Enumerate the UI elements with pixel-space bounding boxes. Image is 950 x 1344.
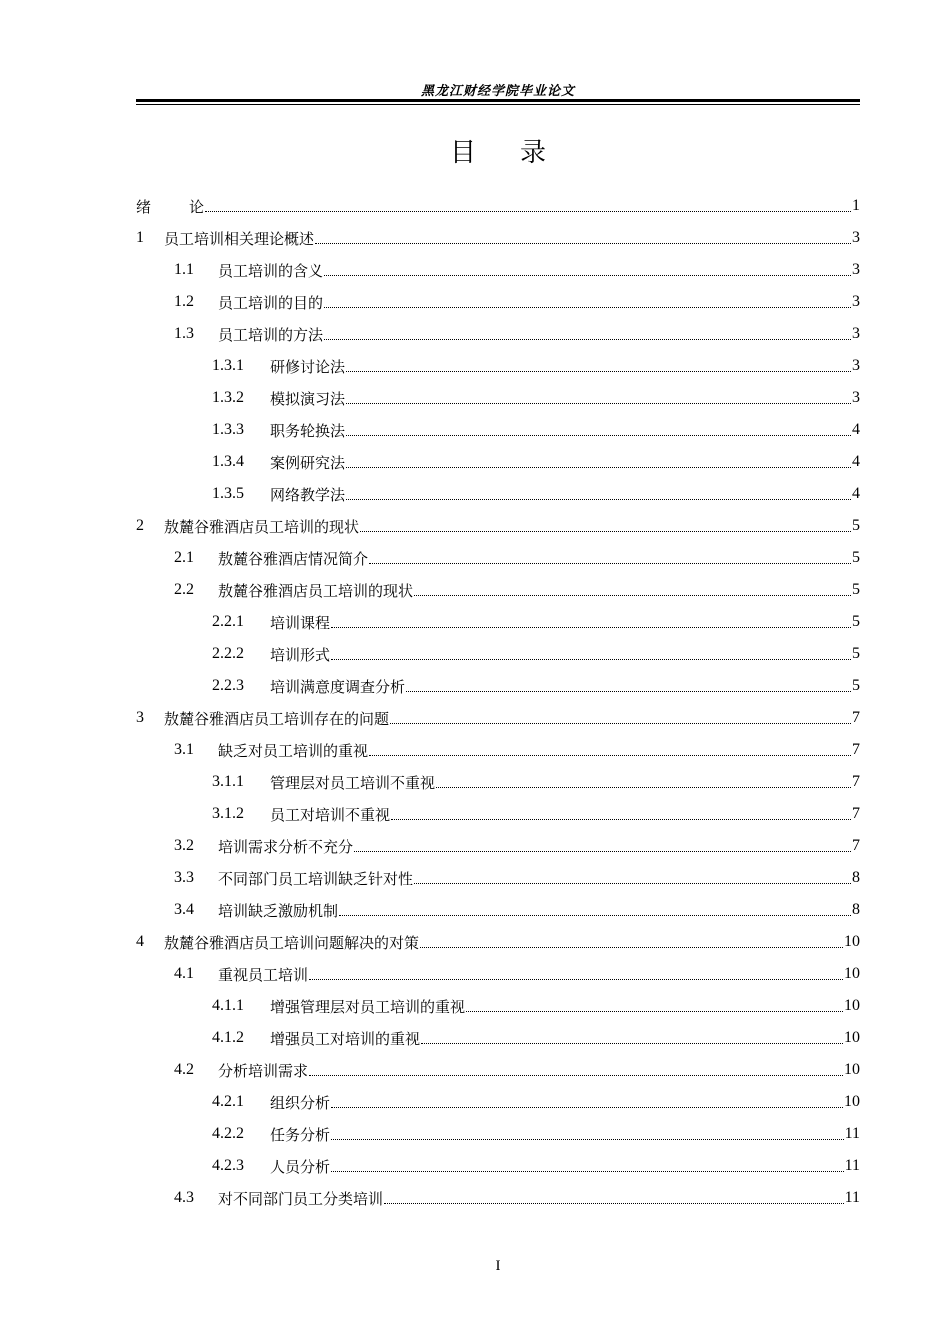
- toc-entry-page: 7: [852, 837, 860, 854]
- toc-entry-title: 人员分析: [270, 1157, 331, 1176]
- toc-entry-title: 敖麓谷雅酒店员工培训的现状: [218, 581, 414, 600]
- dot-leader: [414, 883, 851, 884]
- toc-entry[interactable]: [136, 382, 860, 414]
- dot-leader: [339, 915, 851, 916]
- toc-entry-number: 2.2.2: [212, 645, 244, 662]
- dot-leader: [331, 627, 851, 628]
- toc-entry-page: 5: [852, 645, 860, 662]
- toc-entry-title: 职务轮换法: [270, 421, 346, 440]
- dot-leader: [346, 371, 851, 372]
- toc-entry[interactable]: [136, 510, 860, 542]
- toc-entry-number: 3.3: [174, 869, 194, 886]
- toc-entry-title: 培训课程: [270, 613, 331, 632]
- toc-entry-title: 敖麓谷雅酒店员工培训存在的问题: [164, 709, 390, 728]
- dot-leader: [391, 819, 851, 820]
- toc-entry-page: 7: [852, 709, 860, 726]
- toc-entry-title: 敖麓谷雅酒店员工培训的现状: [164, 517, 360, 536]
- toc-entry-number: 1.3.3: [212, 421, 244, 438]
- dot-leader: [205, 211, 851, 212]
- toc-entry-number: 1.3.5: [212, 485, 244, 502]
- toc-entry-title: 员工培训的目的: [218, 293, 324, 312]
- dot-leader: [324, 275, 851, 276]
- toc-entry-title: 增强管理层对员工培训的重视: [270, 997, 466, 1016]
- toc-entry-title: 分析培训需求: [218, 1061, 309, 1080]
- dot-leader: [331, 1139, 844, 1140]
- toc-entry-page: 3: [852, 229, 860, 246]
- dot-leader: [420, 947, 843, 948]
- toc-entry[interactable]: [136, 766, 860, 798]
- toc-entry[interactable]: [136, 958, 860, 990]
- dot-leader: [390, 723, 851, 724]
- dot-leader: [360, 531, 851, 532]
- dot-leader: [436, 787, 851, 788]
- toc-entry-title: 敖麓谷雅酒店情况简介: [218, 549, 369, 568]
- toc-entry-page: 4: [852, 485, 860, 502]
- dot-leader: [346, 435, 851, 436]
- toc-entry[interactable]: [136, 222, 860, 254]
- toc-entry-number: 3: [136, 709, 144, 726]
- toc-entry[interactable]: [136, 1022, 860, 1054]
- toc-entry[interactable]: [136, 798, 860, 830]
- toc-entry-title: 任务分析: [270, 1125, 331, 1144]
- dot-leader: [331, 659, 851, 660]
- toc-entry-title: 增强员工对培训的重视: [270, 1029, 421, 1048]
- toc-entry-page: 10: [844, 1061, 860, 1078]
- toc-entry-page: 8: [852, 901, 860, 918]
- table-of-contents: [136, 190, 860, 1214]
- toc-entry[interactable]: [136, 318, 860, 350]
- toc-entry[interactable]: [136, 990, 860, 1022]
- toc-entry-title: 敖麓谷雅酒店员工培训问题解决的对策: [164, 933, 420, 952]
- toc-entry-page: 11: [844, 1189, 860, 1206]
- toc-entry-title: 管理层对员工培训不重视: [270, 773, 436, 792]
- toc-entry-title: 员工对培训不重视: [270, 805, 391, 824]
- toc-entry[interactable]: [136, 606, 860, 638]
- toc-entry-number: 2.2.1: [212, 613, 244, 630]
- header-rule-thick: [136, 99, 860, 102]
- toc-entry-title: 模拟演习法: [270, 389, 346, 408]
- toc-entry[interactable]: [136, 734, 860, 766]
- toc-entry-page: 4: [852, 453, 860, 470]
- toc-entry-number: 4.1: [174, 965, 194, 982]
- dot-leader: [324, 307, 851, 308]
- toc-entry-number: 2.2: [174, 581, 194, 598]
- dot-leader: [331, 1107, 843, 1108]
- dot-leader: [384, 1203, 844, 1204]
- toc-entry-number: 3.4: [174, 901, 194, 918]
- dot-leader: [315, 243, 851, 244]
- toc-entry-page: 7: [852, 805, 860, 822]
- toc-entry[interactable]: [136, 1150, 860, 1182]
- dot-leader: [346, 403, 851, 404]
- toc-entry[interactable]: [136, 894, 860, 926]
- toc-entry-number: 3.1.2: [212, 805, 244, 822]
- dot-leader: [369, 563, 851, 564]
- toc-entry-title: 绪 论: [136, 197, 205, 216]
- toc-entry[interactable]: [136, 254, 860, 286]
- dot-leader: [324, 339, 851, 340]
- dot-leader: [346, 467, 851, 468]
- dot-leader: [309, 1075, 843, 1076]
- toc-entry[interactable]: [136, 1182, 860, 1214]
- toc-entry-title: 员工培训的方法: [218, 325, 324, 344]
- toc-entry[interactable]: [136, 1086, 860, 1118]
- toc-heading: [136, 132, 860, 169]
- toc-entry-number: 2: [136, 517, 144, 534]
- toc-entry-number: 3.1: [174, 741, 194, 758]
- toc-entry-number: 1.2: [174, 293, 194, 310]
- toc-entry-number: 1.3.4: [212, 453, 244, 470]
- toc-entry[interactable]: [136, 638, 860, 670]
- toc-entry[interactable]: [136, 542, 860, 574]
- toc-heading-left: 目: [449, 138, 476, 168]
- dot-leader: [331, 1171, 844, 1172]
- toc-entry-page: 4: [852, 421, 860, 438]
- toc-entry[interactable]: [136, 350, 860, 382]
- toc-entry-page: 5: [852, 549, 860, 566]
- running-header: 黑龙江财经学院毕业论文: [420, 84, 575, 99]
- toc-entry-number: 1.3: [174, 325, 194, 342]
- header-rule-thin: [136, 104, 860, 105]
- toc-entry[interactable]: [136, 574, 860, 606]
- toc-entry-page: 1: [852, 197, 860, 214]
- toc-entry[interactable]: [136, 286, 860, 318]
- toc-entry-title: 培训缺乏激励机制: [218, 901, 339, 920]
- toc-entry-page: 10: [844, 1029, 860, 1046]
- toc-entry-page: 5: [852, 581, 860, 598]
- dot-leader: [466, 1011, 843, 1012]
- toc-entry[interactable]: [136, 702, 860, 734]
- toc-heading-right: 录: [520, 138, 547, 168]
- dot-leader: [421, 1043, 843, 1044]
- toc-entry-page: 10: [844, 1093, 860, 1110]
- toc-entry-page: 3: [852, 325, 860, 342]
- toc-entry-page: 10: [844, 997, 860, 1014]
- toc-entry-number: 2.1: [174, 549, 194, 566]
- toc-entry-number: 1.3.1: [212, 357, 244, 374]
- dot-leader: [414, 595, 851, 596]
- toc-entry-number: 1: [136, 229, 144, 246]
- toc-entry-title: 研修讨论法: [270, 357, 346, 376]
- toc-entry-page: 11: [844, 1157, 860, 1174]
- toc-entry-title: 案例研究法: [270, 453, 346, 472]
- page-number: I: [495, 1258, 501, 1274]
- toc-entry-number: 4.2.1: [212, 1093, 244, 1110]
- toc-entry[interactable]: [136, 1054, 860, 1086]
- toc-entry[interactable]: [136, 830, 860, 862]
- toc-entry-page: 3: [852, 293, 860, 310]
- toc-entry[interactable]: [136, 1118, 860, 1150]
- toc-entry-number: 3.1.1: [212, 773, 244, 790]
- toc-entry-title: 不同部门员工培训缺乏针对性: [218, 869, 414, 888]
- toc-entry-page: 10: [844, 965, 860, 982]
- toc-entry-number: 1.1: [174, 261, 194, 278]
- toc-entry-page: 10: [844, 933, 860, 950]
- toc-entry[interactable]: [136, 862, 860, 894]
- toc-entry-title: 员工培训相关理论概述: [164, 229, 315, 248]
- toc-entry-page: 11: [844, 1125, 860, 1142]
- toc-entry[interactable]: [136, 478, 860, 510]
- toc-entry[interactable]: [136, 414, 860, 446]
- toc-entry-page: 3: [852, 357, 860, 374]
- toc-entry-title: 员工培训的含义: [218, 261, 324, 280]
- toc-entry-title: 培训需求分析不充分: [218, 837, 354, 856]
- toc-entry-intro[interactable]: [136, 190, 860, 222]
- toc-entry-page: 8: [852, 869, 860, 886]
- dot-leader: [309, 979, 843, 980]
- toc-entry-title: 培训满意度调查分析: [270, 677, 406, 696]
- toc-entry-number: 4.1.1: [212, 997, 244, 1014]
- toc-entry-number: 2.2.3: [212, 677, 244, 694]
- toc-entry-page: 5: [852, 613, 860, 630]
- toc-entry-page: 3: [852, 261, 860, 278]
- toc-entry-title: 重视员工培训: [218, 965, 309, 984]
- toc-entry-title: 组织分析: [270, 1093, 331, 1112]
- toc-entry-number: 4.3: [174, 1189, 194, 1206]
- dot-leader: [346, 499, 851, 500]
- dot-leader: [354, 851, 851, 852]
- dot-leader: [369, 755, 851, 756]
- toc-entry-page: 3: [852, 389, 860, 406]
- toc-entry-number: 3.2: [174, 837, 194, 854]
- toc-entry[interactable]: [136, 446, 860, 478]
- toc-entry-page: 7: [852, 773, 860, 790]
- toc-entry-page: 5: [852, 517, 860, 534]
- toc-entry-number: 4.2.3: [212, 1157, 244, 1174]
- toc-entry-number: 4.1.2: [212, 1029, 244, 1046]
- toc-entry-number: 4.2.2: [212, 1125, 244, 1142]
- dot-leader: [406, 691, 851, 692]
- toc-entry-title: 缺乏对员工培训的重视: [218, 741, 369, 760]
- toc-entry[interactable]: [136, 926, 860, 958]
- toc-entry-number: 4.2: [174, 1061, 194, 1078]
- toc-entry-title: 对不同部门员工分类培训: [218, 1189, 384, 1208]
- toc-entry[interactable]: [136, 670, 860, 702]
- toc-entry-page: 5: [852, 677, 860, 694]
- toc-entry-title: 培训形式: [270, 645, 331, 664]
- toc-entry-number: 4: [136, 933, 144, 950]
- toc-entry-title: 网络教学法: [270, 485, 346, 504]
- toc-entry-page: 7: [852, 741, 860, 758]
- toc-entry-number: 1.3.2: [212, 389, 244, 406]
